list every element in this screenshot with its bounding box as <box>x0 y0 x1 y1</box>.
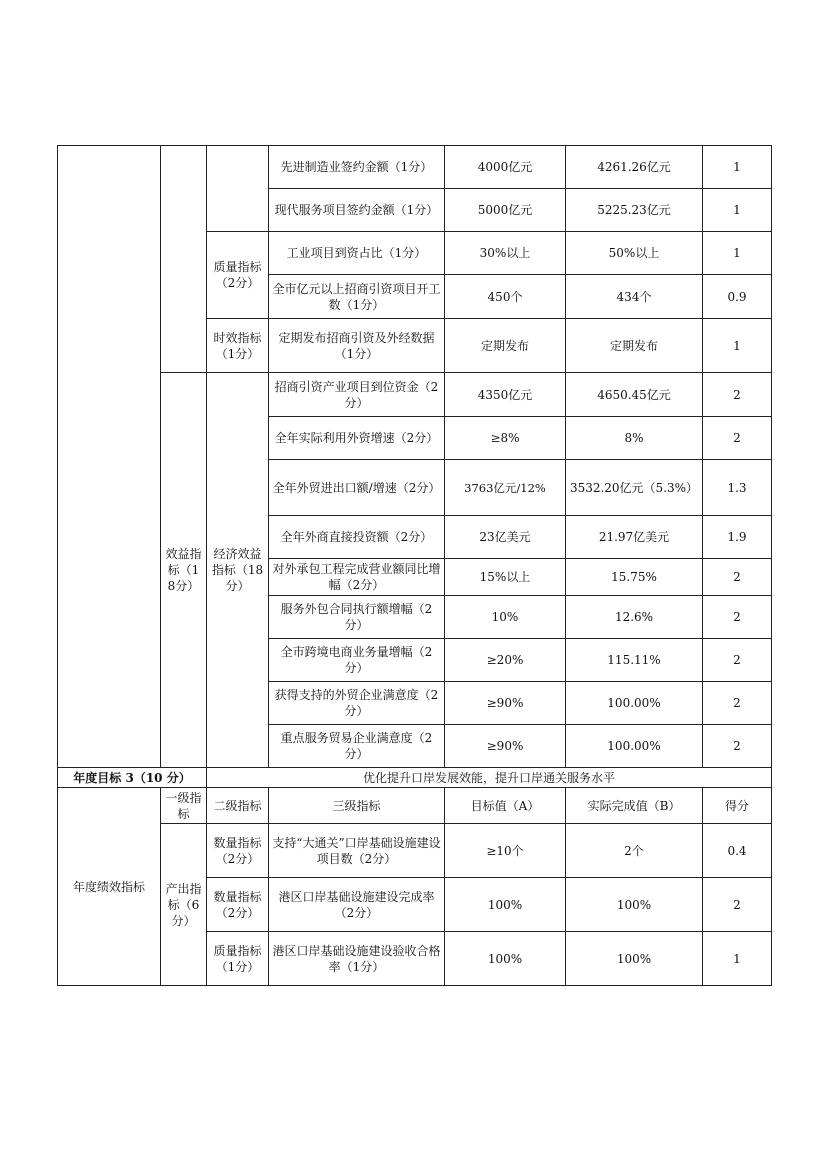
goal-label: 年度目标 3（10 分） <box>58 768 207 788</box>
indicator-name: 重点服务贸易企业满意度（2分） <box>269 725 445 768</box>
level1-cell: 效益指标（18分） <box>161 373 207 768</box>
indicator-name: 获得支持的外贸企业满意度（2分） <box>269 682 445 725</box>
target-value: 30%以上 <box>445 232 566 275</box>
target-value: 23亿美元 <box>445 516 566 559</box>
column-header-level3: 三级指标 <box>269 788 445 824</box>
target-value: 3763亿元/12% <box>445 460 566 516</box>
target-value: 450个 <box>445 275 566 319</box>
actual-value: 4650.45亿元 <box>566 373 703 417</box>
performance-table <box>57 145 772 986</box>
target-value: ≥90% <box>445 682 566 725</box>
indicator-name: 全市跨境电商业务量增幅（2分） <box>269 639 445 682</box>
indicator-name: 港区口岸基础设施建设验收合格率（1分） <box>269 932 445 986</box>
indicator-name: 工业项目到资占比（1分） <box>269 232 445 275</box>
actual-value: 21.97亿美元 <box>566 516 703 559</box>
score-value: 2 <box>703 725 772 768</box>
actual-value: 50%以上 <box>566 232 703 275</box>
table-row <box>58 373 772 417</box>
score-value: 1 <box>703 932 772 986</box>
score-value: 2 <box>703 639 772 682</box>
actual-value: 434个 <box>566 275 703 319</box>
score-value: 0.9 <box>703 275 772 319</box>
level2-cell: 质量指标（1分） <box>207 932 269 986</box>
target-value: ≥8% <box>445 417 566 460</box>
actual-value: 定期发布 <box>566 319 703 373</box>
level1-cell <box>161 146 207 373</box>
column-header-score: 得分 <box>703 788 772 824</box>
score-value: 1.3 <box>703 460 772 516</box>
continued-blank-cell <box>58 146 161 768</box>
level2-cell: 数量指标（2分） <box>207 878 269 932</box>
indicator-name: 全年实际利用外资增速（2分） <box>269 417 445 460</box>
score-value: 2 <box>703 417 772 460</box>
column-header-level2: 二级指标 <box>207 788 269 824</box>
score-value: 1 <box>703 146 772 189</box>
level2-cell <box>207 146 269 232</box>
score-value: 2 <box>703 559 772 596</box>
target-value: ≥10个 <box>445 824 566 878</box>
score-value: 1 <box>703 319 772 373</box>
target-value: 100% <box>445 878 566 932</box>
target-value: 4000亿元 <box>445 146 566 189</box>
level2-cell: 时效指标（1分） <box>207 319 269 373</box>
score-value: 0.4 <box>703 824 772 878</box>
score-value: 2 <box>703 596 772 639</box>
actual-value: 2个 <box>566 824 703 878</box>
actual-value: 15.75% <box>566 559 703 596</box>
actual-value: 4261.26亿元 <box>566 146 703 189</box>
actual-value: 115.11% <box>566 639 703 682</box>
level2-cell: 质量指标（2分） <box>207 232 269 319</box>
column-header-actual: 实际完成值（B） <box>566 788 703 824</box>
column-header-level1: 一级指标 <box>161 788 207 824</box>
indicator-name: 港区口岸基础设施建设完成率（2分） <box>269 878 445 932</box>
score-value: 1 <box>703 189 772 232</box>
indicator-name: 现代服务项目签约金额（1分） <box>269 189 445 232</box>
actual-value: 100.00% <box>566 682 703 725</box>
target-value: 10% <box>445 596 566 639</box>
actual-value: 5225.23亿元 <box>566 189 703 232</box>
indicator-name: 服务外包合同执行额增幅（2分） <box>269 596 445 639</box>
target-value: 定期发布 <box>445 319 566 373</box>
score-value: 1 <box>703 232 772 275</box>
score-value: 2 <box>703 682 772 725</box>
target-value: ≥90% <box>445 725 566 768</box>
indicator-name: 全年外商直接投资额（2分） <box>269 516 445 559</box>
score-value: 1.9 <box>703 516 772 559</box>
indicator-name: 定期发布招商引资及外经数据（1分） <box>269 319 445 373</box>
level2-cell: 经济效益指标（18分） <box>207 373 269 768</box>
table-row <box>58 146 772 189</box>
actual-value: 100.00% <box>566 725 703 768</box>
target-value: 5000亿元 <box>445 189 566 232</box>
goal-row <box>58 768 772 788</box>
indicator-name: 对外承包工程完成营业额同比增幅（2分） <box>269 559 445 596</box>
target-value: ≥20% <box>445 639 566 682</box>
indicator-name: 招商引资产业项目到位资金（2分） <box>269 373 445 417</box>
level2-cell: 数量指标（2分） <box>207 824 269 878</box>
indicator-name: 全市亿元以上招商引资项目开工数（1分） <box>269 275 445 319</box>
target-value: 15%以上 <box>445 559 566 596</box>
actual-value: 100% <box>566 932 703 986</box>
actual-value: 3532.20亿元（5.3%） <box>566 460 703 516</box>
indicator-name: 全年外贸进出口额/增速（2分） <box>269 460 445 516</box>
actual-value: 12.6% <box>566 596 703 639</box>
table-row <box>58 824 772 878</box>
indicator-name: 支持“大通关”口岸基础设施建设项目数（2分） <box>269 824 445 878</box>
target-value: 4350亿元 <box>445 373 566 417</box>
header-row <box>58 788 772 824</box>
row-label: 年度绩效指标 <box>58 788 161 986</box>
column-header-target: 目标值（A） <box>445 788 566 824</box>
actual-value: 100% <box>566 878 703 932</box>
goal-text: 优化提升口岸发展效能，提升口岸通关服务水平 <box>207 768 772 788</box>
indicator-name: 先进制造业签约金额（1分） <box>269 146 445 189</box>
score-value: 2 <box>703 373 772 417</box>
level1-cell: 产出指标（6分） <box>161 824 207 986</box>
actual-value: 8% <box>566 417 703 460</box>
score-value: 2 <box>703 878 772 932</box>
target-value: 100% <box>445 932 566 986</box>
